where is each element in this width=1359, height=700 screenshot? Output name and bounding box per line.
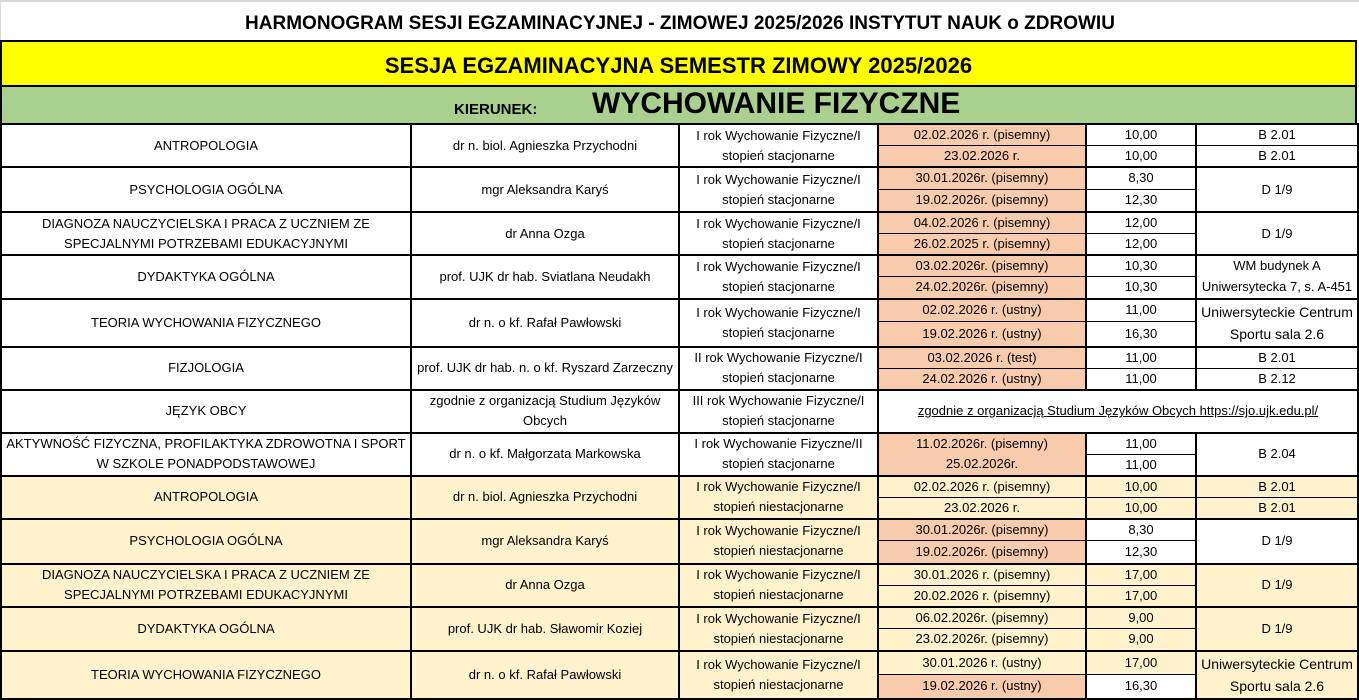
exam-date-cell: 30.01.2026 r. (ustny): [878, 651, 1086, 674]
exam-time-cell: 10,30: [1086, 255, 1196, 277]
room-cell: B 2.04: [1196, 433, 1358, 476]
room-cell: D 1/9: [1196, 167, 1358, 212]
exam-time-cell: 12,30: [1086, 189, 1196, 212]
exam-time-cell: 8,30: [1086, 519, 1196, 541]
table-row: [1, 347, 1358, 369]
subject-cell: FIZJOLOGIA: [1, 347, 411, 390]
table-row: [1, 390, 1358, 433]
subject-cell: JĘZYK OBCY: [1, 390, 411, 433]
exam-schedule-table: [0, 123, 1359, 700]
exam-time-cell: 11,00: [1086, 368, 1196, 390]
lecturer-cell: prof. UJK dr hab. Sviatlana Neudakh: [411, 255, 679, 299]
exam-time-cell: 16,30: [1086, 674, 1196, 699]
exam-date-cell: 19.02.2026 r. (ustny): [878, 322, 1086, 347]
room-cell: D 1/9: [1196, 212, 1358, 255]
exam-date-cell: 11.02.2026r. (pisemny): [878, 433, 1086, 455]
subject-cell: PSYCHOLOGIA OGÓLNA: [1, 519, 411, 564]
exam-time-cell: 10,00: [1086, 497, 1196, 519]
exam-date-cell: 19.02.2026r. (pisemny): [878, 189, 1086, 212]
group-cell: I rok Wychowanie Fizyczne/I stopień stacjonarne: [679, 167, 878, 212]
lecturer-cell: prof. UJK dr hab. Sławomir Koziej: [411, 607, 679, 652]
subject-cell: DIAGNOZA NAUCZYCIELSKA I PRACA Z UCZNIEM ZE SPECJALNYMI POTRZEBAMI EDUKACYJNYMI: [1, 212, 411, 255]
exam-time-cell: 17,00: [1086, 564, 1196, 586]
table-row: [1, 255, 1358, 277]
room-cell: B 2.01: [1196, 497, 1358, 519]
exam-time-cell: 11,00: [1086, 347, 1196, 369]
group-cell: I rok Wychowanie Fizyczne/I stopień stacjonarne: [679, 124, 878, 167]
exam-time-cell: 10,00: [1086, 146, 1196, 168]
table-row: [1, 433, 1358, 455]
group-cell: II rok Wychowanie Fizyczne/I stopień stacjonarne: [679, 347, 878, 390]
field-of-study-banner: [0, 85, 1357, 123]
group-cell: I rok Wychowanie Fizyczne/I stopień stacjonarne: [679, 212, 878, 255]
table-row: [1, 124, 1358, 146]
subject-cell: ANTROPOLOGIA: [1, 124, 411, 167]
subject-cell: AKTYWNOŚĆ FIZYCZNA, PROFILAKTYKA ZDROWOTNA I SPORT W SZKOLE PONADPODSTAWOWEJ: [1, 433, 411, 476]
language-studies-link-text[interactable]: zgodnie z organizacją Studium Języków Obcych https://sjo.ujk.edu.pl/: [917, 403, 1319, 418]
exam-date-cell: 03.02.2026 r. (test): [878, 347, 1086, 369]
language-studies-link[interactable]: [878, 390, 1358, 433]
exam-date-cell: 04.02.2026 r. (pisemny): [878, 212, 1086, 234]
lecturer-cell: dr n. biol. Agnieszka Przychodni: [411, 124, 679, 167]
table-row: [1, 564, 1358, 586]
exam-time-cell: 12,00: [1086, 234, 1196, 256]
lecturer-cell: dr Anna Ozga: [411, 564, 679, 607]
room-cell: B 2.12: [1196, 368, 1358, 390]
subject-cell: TEORIA WYCHOWANIA FIZYCZNEGO: [1, 651, 411, 699]
room-cell: B 2.01: [1196, 476, 1358, 498]
subject-cell: DYDAKTYKA OGÓLNA: [1, 607, 411, 652]
group-cell: III rok Wychowanie Fizyczne/I stopień stacjonarne: [679, 390, 878, 433]
group-cell: I rok Wychowanie Fizyczne/I stopień stacjonarne: [679, 299, 878, 347]
exam-date-cell: 20.02.2026 r. (pisemny): [878, 585, 1086, 607]
exam-date-cell: 23.02.2026r. (pisemny): [878, 628, 1086, 651]
room-cell: Uniwersytecka 7, s. A-451: [1196, 277, 1358, 299]
lecturer-cell: zgodnie z organizacją Studium Języków Obcych: [411, 390, 679, 433]
exam-time-cell: 10,30: [1086, 277, 1196, 299]
exam-time-cell: 10,00: [1086, 476, 1196, 498]
exam-time-cell: 10,00: [1086, 124, 1196, 146]
lecturer-cell: mgr Aleksandra Karyś: [411, 519, 679, 564]
lecturer-cell: dr Anna Ozga: [411, 212, 679, 255]
lecturer-cell: mgr Aleksandra Karyś: [411, 167, 679, 212]
room-cell: Uniwersyteckie Centrum Sportu sala 2.6: [1196, 651, 1358, 699]
exam-date-cell: 25.02.2026r.: [878, 454, 1086, 476]
table-row: [1, 167, 1358, 189]
exam-time-cell: 11,00: [1086, 433, 1196, 455]
exam-time-cell: 12,30: [1086, 541, 1196, 564]
exam-date-cell: 06.02.2026r. (pisemny): [878, 607, 1086, 629]
exam-time-cell: 12,00: [1086, 212, 1196, 234]
table-row: [1, 607, 1358, 629]
exam-time-cell: 11,00: [1086, 454, 1196, 476]
exam-date-cell: 30.01.2026 r. (pisemny): [878, 564, 1086, 586]
group-cell: I rok Wychowanie Fizyczne/II stopień stacjonarne: [679, 433, 878, 476]
room-cell: D 1/9: [1196, 607, 1358, 652]
subject-cell: DYDAKTYKA OGÓLNA: [1, 255, 411, 299]
table-row: [1, 476, 1358, 498]
exam-time-cell: 9,00: [1086, 628, 1196, 651]
exam-date-cell: 30.01.2026r. (pisemny): [878, 167, 1086, 189]
lecturer-cell: dr n. o kf. Rafał Pawłowski: [411, 651, 679, 699]
group-cell: I rok Wychowanie Fizyczne/I stopień niestacjonarne: [679, 607, 878, 652]
exam-date-cell: 23.02.2026 r.: [878, 146, 1086, 168]
table-row: [1, 519, 1358, 541]
lecturer-cell: dr n. o kf. Rafał Pawłowski: [411, 299, 679, 347]
room-cell: Uniwersyteckie Centrum Sportu sala 2.6: [1196, 299, 1358, 347]
exam-date-cell: 24.02.2026r. (pisemny): [878, 277, 1086, 299]
room-cell: B 2.01: [1196, 146, 1358, 168]
group-cell: I rok Wychowanie Fizyczne/I stopień niestacjonarne: [679, 476, 878, 519]
exam-time-cell: 8,30: [1086, 167, 1196, 189]
group-cell: I rok Wychowanie Fizyczne/I stopień stacjonarne: [679, 255, 878, 299]
subject-cell: ANTROPOLOGIA: [1, 476, 411, 519]
exam-date-cell: 24.02.2026 r. (ustny): [878, 368, 1086, 390]
lecturer-cell: dr n. o kf. Małgorzata Markowska: [411, 433, 679, 476]
exam-time-cell: 11,00: [1086, 299, 1196, 322]
exam-time-cell: 17,00: [1086, 651, 1196, 674]
subject-cell: TEORIA WYCHOWANIA FIZYCZNEGO: [1, 299, 411, 347]
field-value: WYCHOWANIE FIZYCZNE: [592, 87, 961, 120]
exam-date-cell: 30.01.2026r. (pisemny): [878, 519, 1086, 541]
exam-date-cell: 02.02.2026 r. (pisemny): [878, 476, 1086, 498]
table-row: [1, 651, 1358, 674]
room-cell: D 1/9: [1196, 564, 1358, 607]
table-row: [1, 212, 1358, 234]
room-cell: D 1/9: [1196, 519, 1358, 564]
exam-date-cell: 26.02.2025 r. (pisemny): [878, 234, 1086, 256]
group-cell: I rok Wychowanie Fizyczne/I stopień niestacjonarne: [679, 651, 878, 699]
exam-date-cell: 23.02.2026 r.: [878, 497, 1086, 519]
exam-date-cell: 19.02.2026r. (pisemny): [878, 541, 1086, 564]
exam-time-cell: 17,00: [1086, 585, 1196, 607]
document-title: HARMONOGRAM SESJI EGZAMINACYJNEJ - ZIMOWEJ 2025/2026 INSTYTUT NAUK o ZDROWIU: [0, 2, 1359, 40]
room-cell: B 2.01: [1196, 124, 1358, 146]
exam-date-cell: 02.02.2026 r. (pisemny): [878, 124, 1086, 146]
subject-cell: DIAGNOZA NAUCZYCIELSKA I PRACA Z UCZNIEM ZE SPECJALNYMI POTRZEBAMI EDUKACYJNYMI: [1, 564, 411, 607]
field-label: KIERUNEK:: [454, 101, 538, 118]
lecturer-cell: dr n. biol. Agnieszka Przychodni: [411, 476, 679, 519]
exam-time-cell: 16,30: [1086, 322, 1196, 347]
lecturer-cell: prof. UJK dr hab. n. o kf. Ryszard Zarzeczny: [411, 347, 679, 390]
exam-date-cell: 19.02.2026 r. (ustny): [878, 674, 1086, 699]
subject-cell: PSYCHOLOGIA OGÓLNA: [1, 167, 411, 212]
room-cell: WM budynek A: [1196, 255, 1358, 277]
table-row: [1, 299, 1358, 322]
exam-date-cell: 02.02.2026 r. (ustny): [878, 299, 1086, 322]
group-cell: I rok Wychowanie Fizyczne/I stopień niestacjonarne: [679, 564, 878, 607]
room-cell: B 2.01: [1196, 347, 1358, 369]
session-banner: SESJA EGZAMINACYJNA SEMESTR ZIMOWY 2025/2026: [0, 40, 1357, 85]
group-cell: I rok Wychowanie Fizyczne/I stopień niestacjonarne: [679, 519, 878, 564]
exam-time-cell: 9,00: [1086, 607, 1196, 629]
exam-date-cell: 03.02.2026r. (pisemny): [878, 255, 1086, 277]
